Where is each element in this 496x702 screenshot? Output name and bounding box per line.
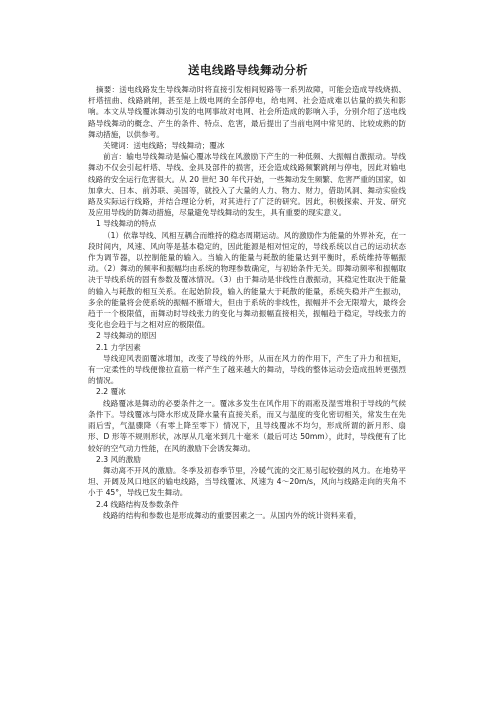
intro-paragraph: 前言：输电导线舞动是偏心覆冰导线在风激励下产生的一种低频、大振幅自激振动。导线舞动不仅会引起杆塔、导线、金具及部件的损害，还会造成线路频繁跳闸与停电，因此对输电线路的安全运行危害很大。从 20 世纪 30 年代开始，一些舞动发生频繁、危害严重的国家，如加拿大、日本、前苏联、美国等，就投入了大量的人力、物力、财力，借助风洞、舞动实验线路及实际运行线路，并结合理论分析，对其进行了广泛的研究。因此，积极探索、开发、研究及应用导线的防舞动措施，尽量避免导线舞动的发生，具有重要的现实意义。	[88, 152, 406, 218]
abstract-paragraph: 摘要：送电线路发生导线舞动时将直接引发相间短路等一系列故障，可能会造成导线烧损、杆塔扭曲、线路跳闸，甚至是上级电网的全部停电，给电网、社会造成难以估量的损失和影响。本文从导线覆冰舞动引发的电网事故对电网、社会所造成的影响入手，分别介绍了送电线路导线舞动的概念、产生的条件、特点、危害，最后提出了当前电网中常见的、比较成熟的防舞动措施，以供参考。	[88, 85, 406, 139]
document-title: 送电线路导线舞动分析	[188, 63, 308, 77]
section-2-3-paragraph: 舞动离不开风的激励。冬季及初春季节里，冷暖气流的交汇易引起较强的风力。在地势平坦、开阔及风口地区的输电线路，当导线覆冰、风速为 4～20m/s，风向与线路走向的夹角不小于 45°，导线已发生舞动。	[88, 465, 406, 498]
keywords-line: 关键词：送电线路；导线舞动；覆冰	[103, 141, 225, 151]
document-body	[88, 84, 406, 521]
section-2-2-paragraph: 线路覆冰是舞动的必要条件之一。覆冰多发生在风作用下的雨凇及湿雪堆积于导线的气候条件下。导线覆冰与降水形成及降水量有直接关系，而又与温度的变化密切相关，常发生在先雨后雪，气温骤降（有零上降至零下）情况下，且导线覆冰不均匀，形成所谓的新月形、扇形、D 形等不规则形状，冰厚从几毫米到几十毫米（最后可达 50mm），此时，导线便有了比较好的空气动力性能，在风的激励下会诱发舞动。	[88, 398, 406, 453]
section-2-4-paragraph: 线路的结构和参数也是形成舞动的重要因素之一。从国内外的统计资料来看，	[103, 510, 362, 520]
section-2-3-heading: 2.3 风的激励	[96, 454, 141, 464]
section-2-1-heading: 2.1 力学因素	[96, 342, 141, 352]
section-2-2-heading: 2.2 覆冰	[96, 387, 126, 397]
section-1-paragraph: （1）依靠导线、风相互耦合而维持的稳态周期运动。风的激励作为能量的外界补充，在一段时间内，风速、风向等是基本稳定的，因此能源是相对恒定的，导线系统以自己的运动状态作为调节器，以控制能量的输入。当输入的能量与耗散的能量达到平衡时，系统维持等幅振动。（2）舞动的频率和振幅均由系统的物理参数确定，与初始条件无关。即舞动频率和振幅取决于导线系统的固有参数及覆冰情况。（3）由于舞动是非线性自激振动，其稳定性取决于能量的输入与耗散的相互关系。在起始阶段，输入的能量大于耗散的能量，系统失稳并产生振动，多余的能量将会使系统的振幅不断增大，但由于系统的非线性，振幅并不会无限增大，最终会趋于一个极限值，而舞动时导线张力的变化与舞动振幅直接相关，振幅趋于稳定，导线张力的变化也会趋于与之相对应的极限值。	[88, 230, 406, 330]
section-2-4-heading: 2.4 线路结构及参数条件	[96, 499, 179, 509]
section-2-heading: 2 导线舞动的原因	[96, 331, 157, 341]
section-1-heading: 1 导线舞动的特点	[96, 219, 157, 229]
section-2-1-paragraph: 导线迎风表面覆冰增加，改变了导线的外形，从而在风力的作用下，产生了升力和扭矩，有一定柔性的导线便像拉直筋一样产生了越来越大的舞动，导线的整体运动会造成扭转更强烈的情况。	[88, 353, 406, 386]
